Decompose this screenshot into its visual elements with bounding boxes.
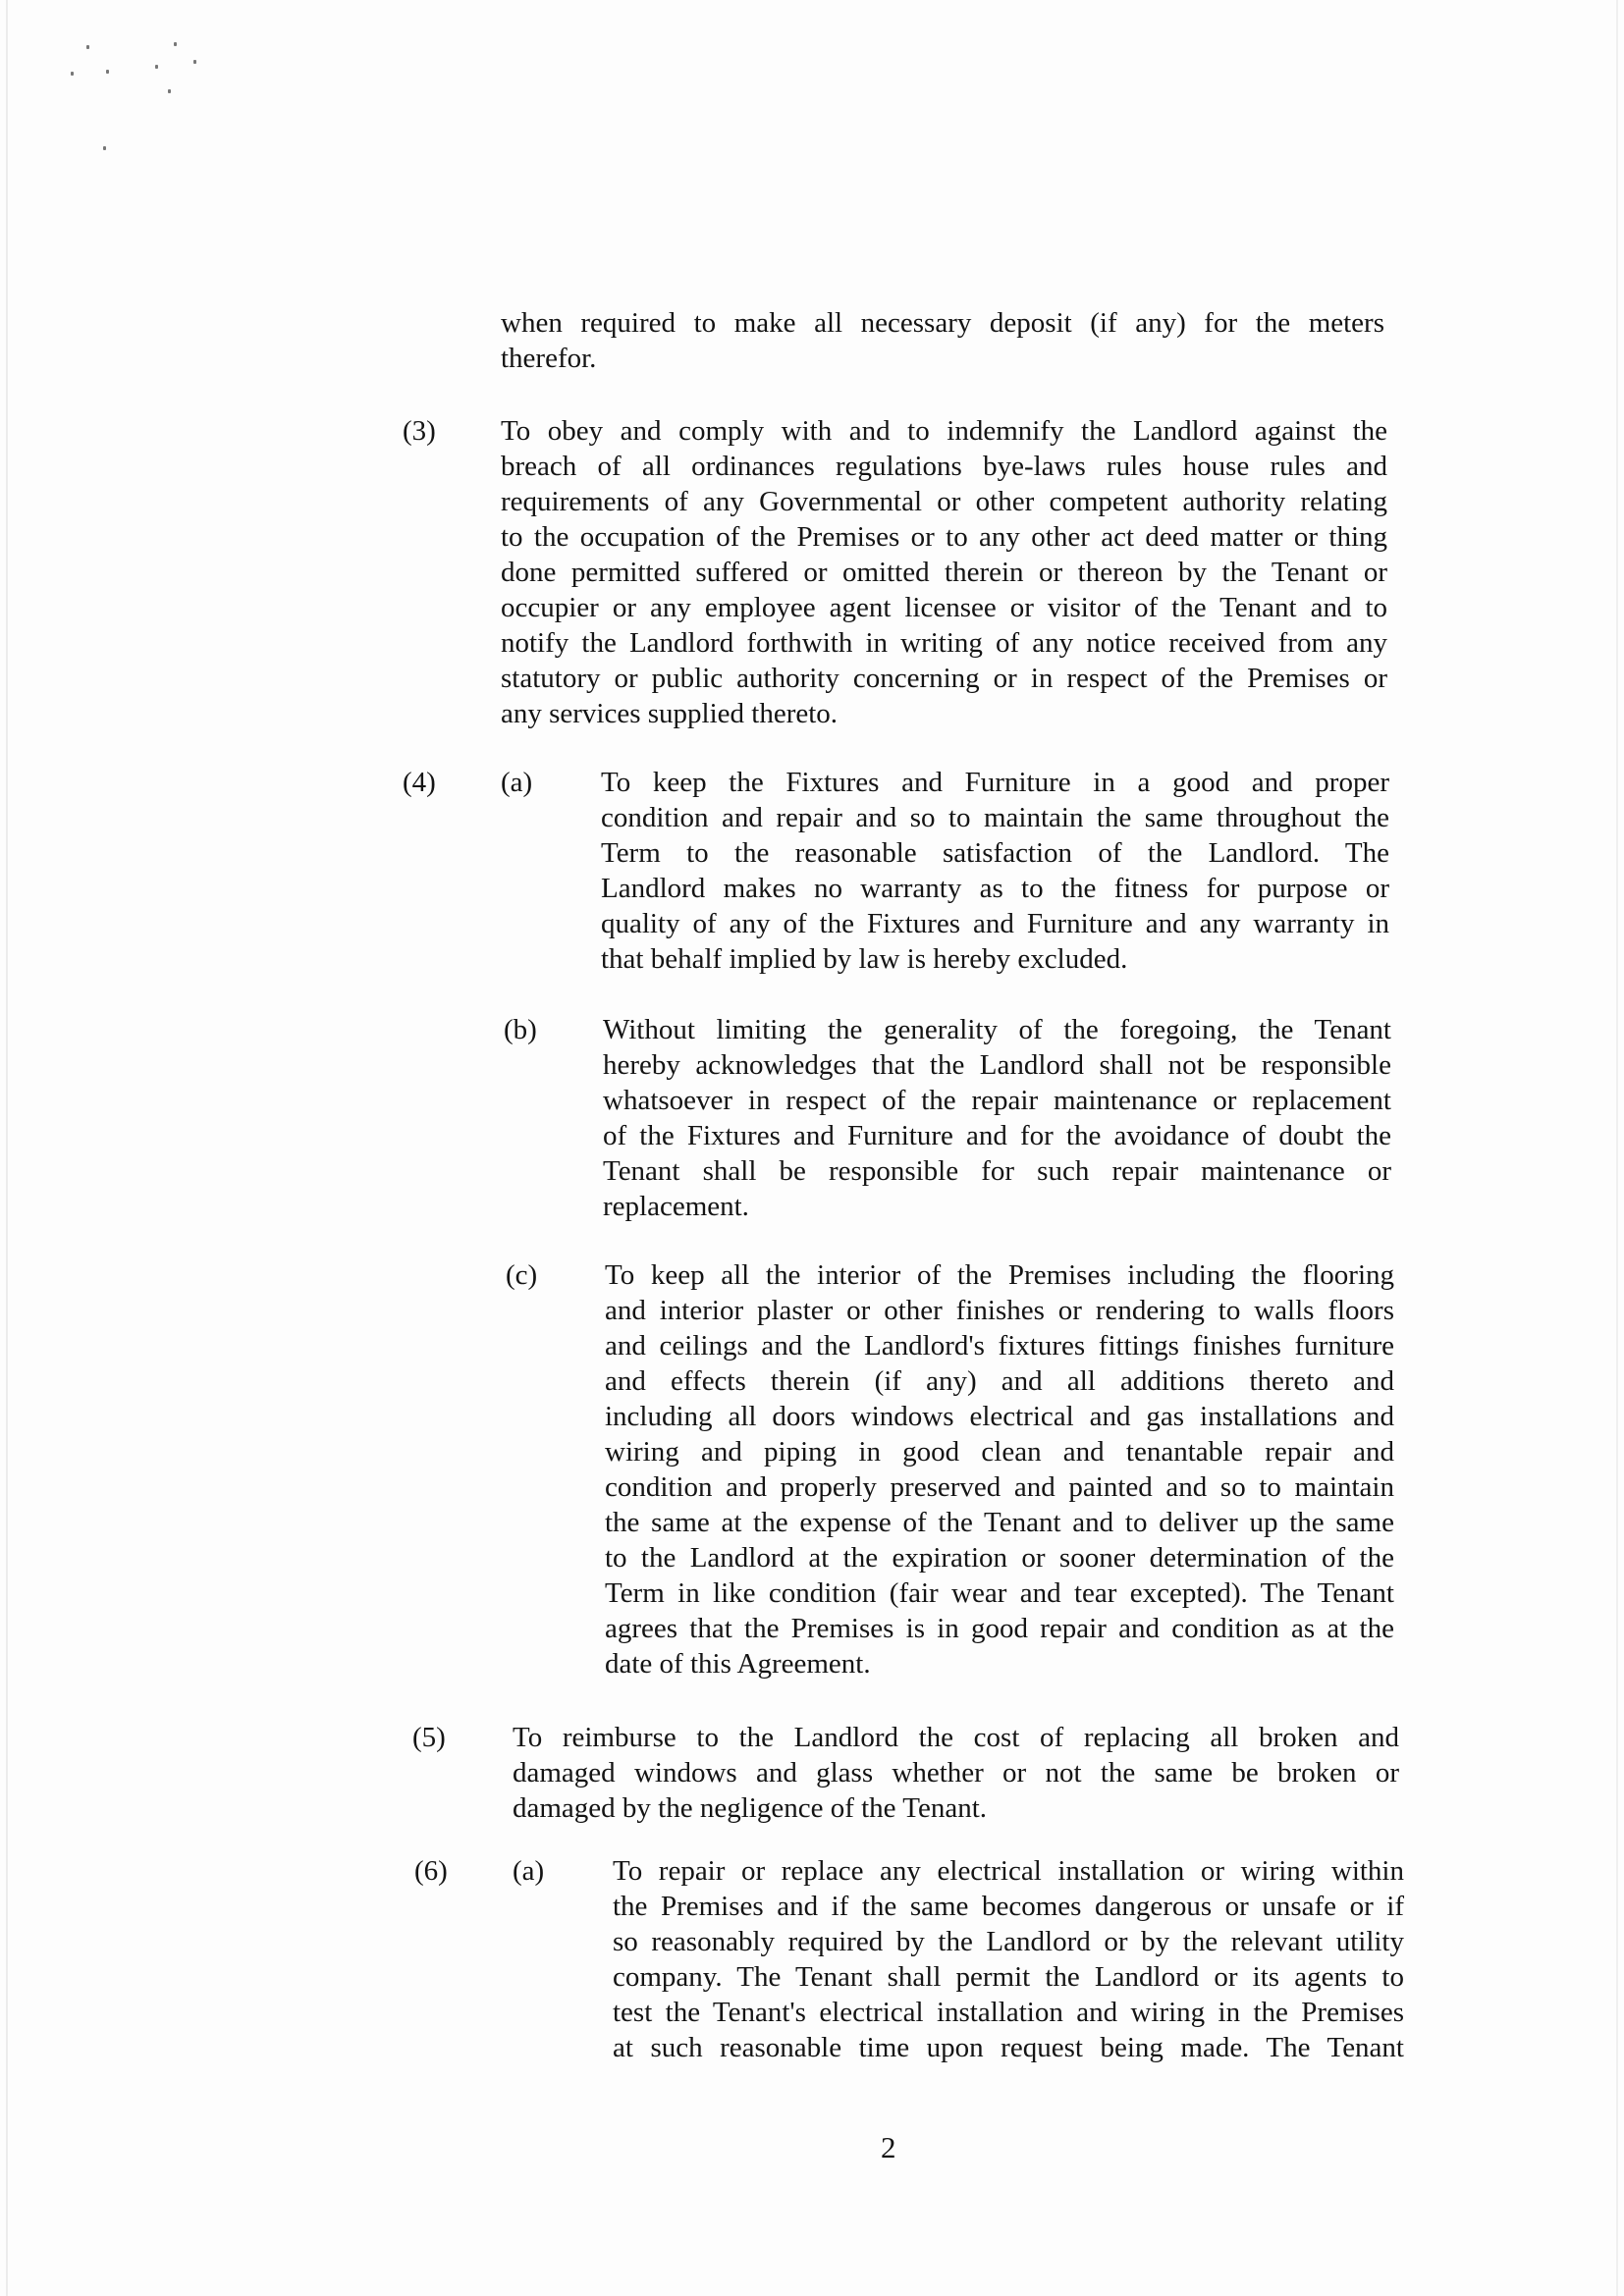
text-line: Term in like condition (fair wear and tear excepted). The Tenant xyxy=(605,1577,1394,1609)
text-line: hereby acknowledges that the Landlord shall not be responsible xyxy=(603,1049,1391,1081)
clause-number: (6) xyxy=(414,1855,448,1887)
scan-speck xyxy=(174,42,177,46)
clause-number: (4) xyxy=(403,767,436,798)
text-line: damaged by the negligence of the Tenant. xyxy=(513,1792,988,1824)
scan-edge-right xyxy=(1616,0,1618,2296)
text-line: occupier or any employee agent licensee or visitor of the Tenant and to xyxy=(501,592,1387,623)
clause-3-text xyxy=(501,413,1387,731)
text-line: To obey and comply with and to indemnify the Landlord against the xyxy=(501,415,1387,447)
text-line: when required to make all necessary deposit (if any) for the meters xyxy=(501,307,1384,339)
text-line: Term to the reasonable satisfaction of the Landlord. The xyxy=(601,837,1389,869)
clause-4a-text xyxy=(601,765,1389,977)
text-line: company. The Tenant shall permit the Landlord or its agents to xyxy=(613,1961,1404,1993)
text-line: requirements of any Governmental or other competent authority relating xyxy=(501,486,1387,517)
text-line: date of this Agreement. xyxy=(605,1648,871,1680)
scan-speck xyxy=(155,65,158,69)
text-line: to the Landlord at the expiration or sooner determination of the xyxy=(605,1542,1394,1574)
text-line: therefor. xyxy=(501,343,597,374)
text-line: To reimburse to the Landlord the cost of replacing all broken and xyxy=(513,1722,1399,1753)
scan-speck xyxy=(106,70,109,74)
text-line: To keep the Fixtures and Furniture in a good and proper xyxy=(601,767,1389,798)
scan-edge-left xyxy=(6,0,8,2296)
text-line: Landlord makes no warranty as to the fitness for purpose or xyxy=(601,873,1389,904)
text-line: damaged windows and glass whether or not the same be broken or xyxy=(513,1757,1399,1789)
text-line: breach of all ordinances regulations bye-laws rules house rules and xyxy=(501,451,1387,482)
text-line: condition and repair and so to maintain the same throughout the xyxy=(601,802,1389,833)
text-line: done permitted suffered or omitted therein or thereon by the Tenant or xyxy=(501,557,1387,588)
clause-number: (5) xyxy=(412,1722,446,1753)
text-line: condition and properly preserved and painted and so to maintain xyxy=(605,1471,1394,1503)
text-line: and effects therein (if any) and all additions thereto and xyxy=(605,1365,1394,1397)
page-number: 2 xyxy=(881,2130,896,2164)
scan-speck xyxy=(168,89,171,93)
text-line: of the Fixtures and Furniture and for the avoidance of doubt the xyxy=(603,1120,1391,1151)
text-line: Tenant shall be responsible for such repair maintenance or xyxy=(603,1155,1391,1187)
subclause-label: (c) xyxy=(506,1259,538,1291)
text-line: notify the Landlord forthwith in writing of any notice received from any xyxy=(501,627,1387,659)
scan-speck xyxy=(71,72,74,76)
text-line: the same at the expense of the Tenant and to deliver up the same xyxy=(605,1507,1394,1538)
subclause-label: (a) xyxy=(501,767,533,798)
text-line: so reasonably required by the Landlord or by the relevant utility xyxy=(613,1926,1404,1957)
text-line: that behalf implied by law is hereby excluded. xyxy=(601,943,1128,975)
text-line: and interior plaster or other finishes or rendering to walls floors xyxy=(605,1295,1394,1326)
clause-4c-text xyxy=(605,1257,1394,1682)
text-line: To keep all the interior of the Premises including the flooring xyxy=(605,1259,1394,1291)
subclause-label: (a) xyxy=(513,1855,545,1887)
scan-speck xyxy=(193,60,196,64)
clause-6a-text xyxy=(613,1853,1404,2065)
text-line: To repair or replace any electrical installation or wiring within xyxy=(613,1855,1404,1887)
text-line: at such reasonable time upon request being made. The Tenant xyxy=(613,2032,1404,2063)
text-line: and ceilings and the Landlord's fixtures fittings finishes furniture xyxy=(605,1330,1394,1362)
text-line: wiring and piping in good clean and tenantable repair and xyxy=(605,1436,1394,1468)
text-line: whatsoever in respect of the repair maintenance or replacement xyxy=(603,1085,1391,1116)
text-line: including all doors windows electrical and gas installations and xyxy=(605,1401,1394,1432)
text-line: agrees that the Premises is in good repair and condition as at the xyxy=(605,1613,1394,1644)
text-line: to the occupation of the Premises or to any other act deed matter or thing xyxy=(501,521,1387,553)
subclause-label: (b) xyxy=(504,1014,537,1045)
text-line: test the Tenant's electrical installation and wiring in the Premises xyxy=(613,1997,1404,2028)
scan-speck xyxy=(86,45,89,49)
text-line: quality of any of the Fixtures and Furniture and any warranty in xyxy=(601,908,1389,939)
clause-number: (3) xyxy=(403,415,436,447)
text-line: statutory or public authority concerning or in respect of the Premises or xyxy=(501,663,1387,694)
text-line: the Premises and if the same becomes dangerous or unsafe or if xyxy=(613,1891,1404,1922)
scan-speck xyxy=(103,146,106,150)
text-line: replacement. xyxy=(603,1191,749,1222)
clause-4b-text xyxy=(603,1012,1391,1224)
text-line: Without limiting the generality of the foregoing, the Tenant xyxy=(603,1014,1391,1045)
clause-5-text xyxy=(513,1720,1399,1826)
text-line: any services supplied thereto. xyxy=(501,698,839,729)
continuation-paragraph xyxy=(501,305,1384,376)
